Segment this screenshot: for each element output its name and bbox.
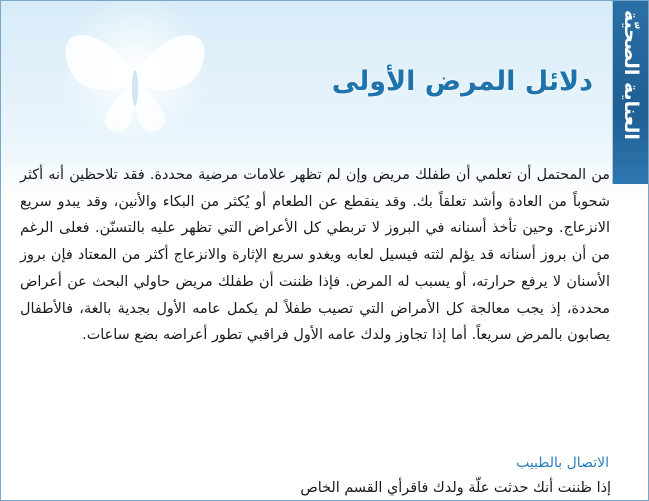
section-subheading: الاتصال بالطبيب: [516, 455, 609, 471]
page-title: دلائل المرض الأولى: [331, 66, 593, 97]
section-label: العناية الصحيّة: [620, 10, 642, 140]
article-body: من المحتمل أن تعلمي أن طفلك مريض وإن لم تظهر علامات مرضية محددة. فقد تلاحظين أنه أكثر شحوباً من العادة وأشد تعلقاً بك. وقد ينقطع عن الطعام أو يُكثر من البكاء والأنين، وقد يبدو سريع الانزعاج. وحين تأخذ أسنانه في البروز لا تربطي كل الأعراض التي تظهر عليه بالتسنّن. فعلى الرغم من أن بروز أسنانه قد يؤلم لثته فيسيل لعابه ويغدو سريع الإثارة والانزعاج أكثر من المعتاد فإن بروز الأسنان لا يرفع حرارته، أو يسبب له المرض. فإذا ظننت أن طفلك مريض حاولي البحث عن أعراض محددة، إذ يجب معالجة كل الأمراض التي تصيب طفلاً لم يكمل عامه الأول بجدية بالغة، فالأطفال يصابون بالمرض سريعاً. أما إذا تجاوز ولدك عامه الأول فراقبي تطور أعراضه بضع ساعات.: [20, 167, 610, 344]
subsection-intro: إذا ظننت أنك حدثت علّة ولدك فاقرأي القسم الخاص: [300, 480, 611, 496]
